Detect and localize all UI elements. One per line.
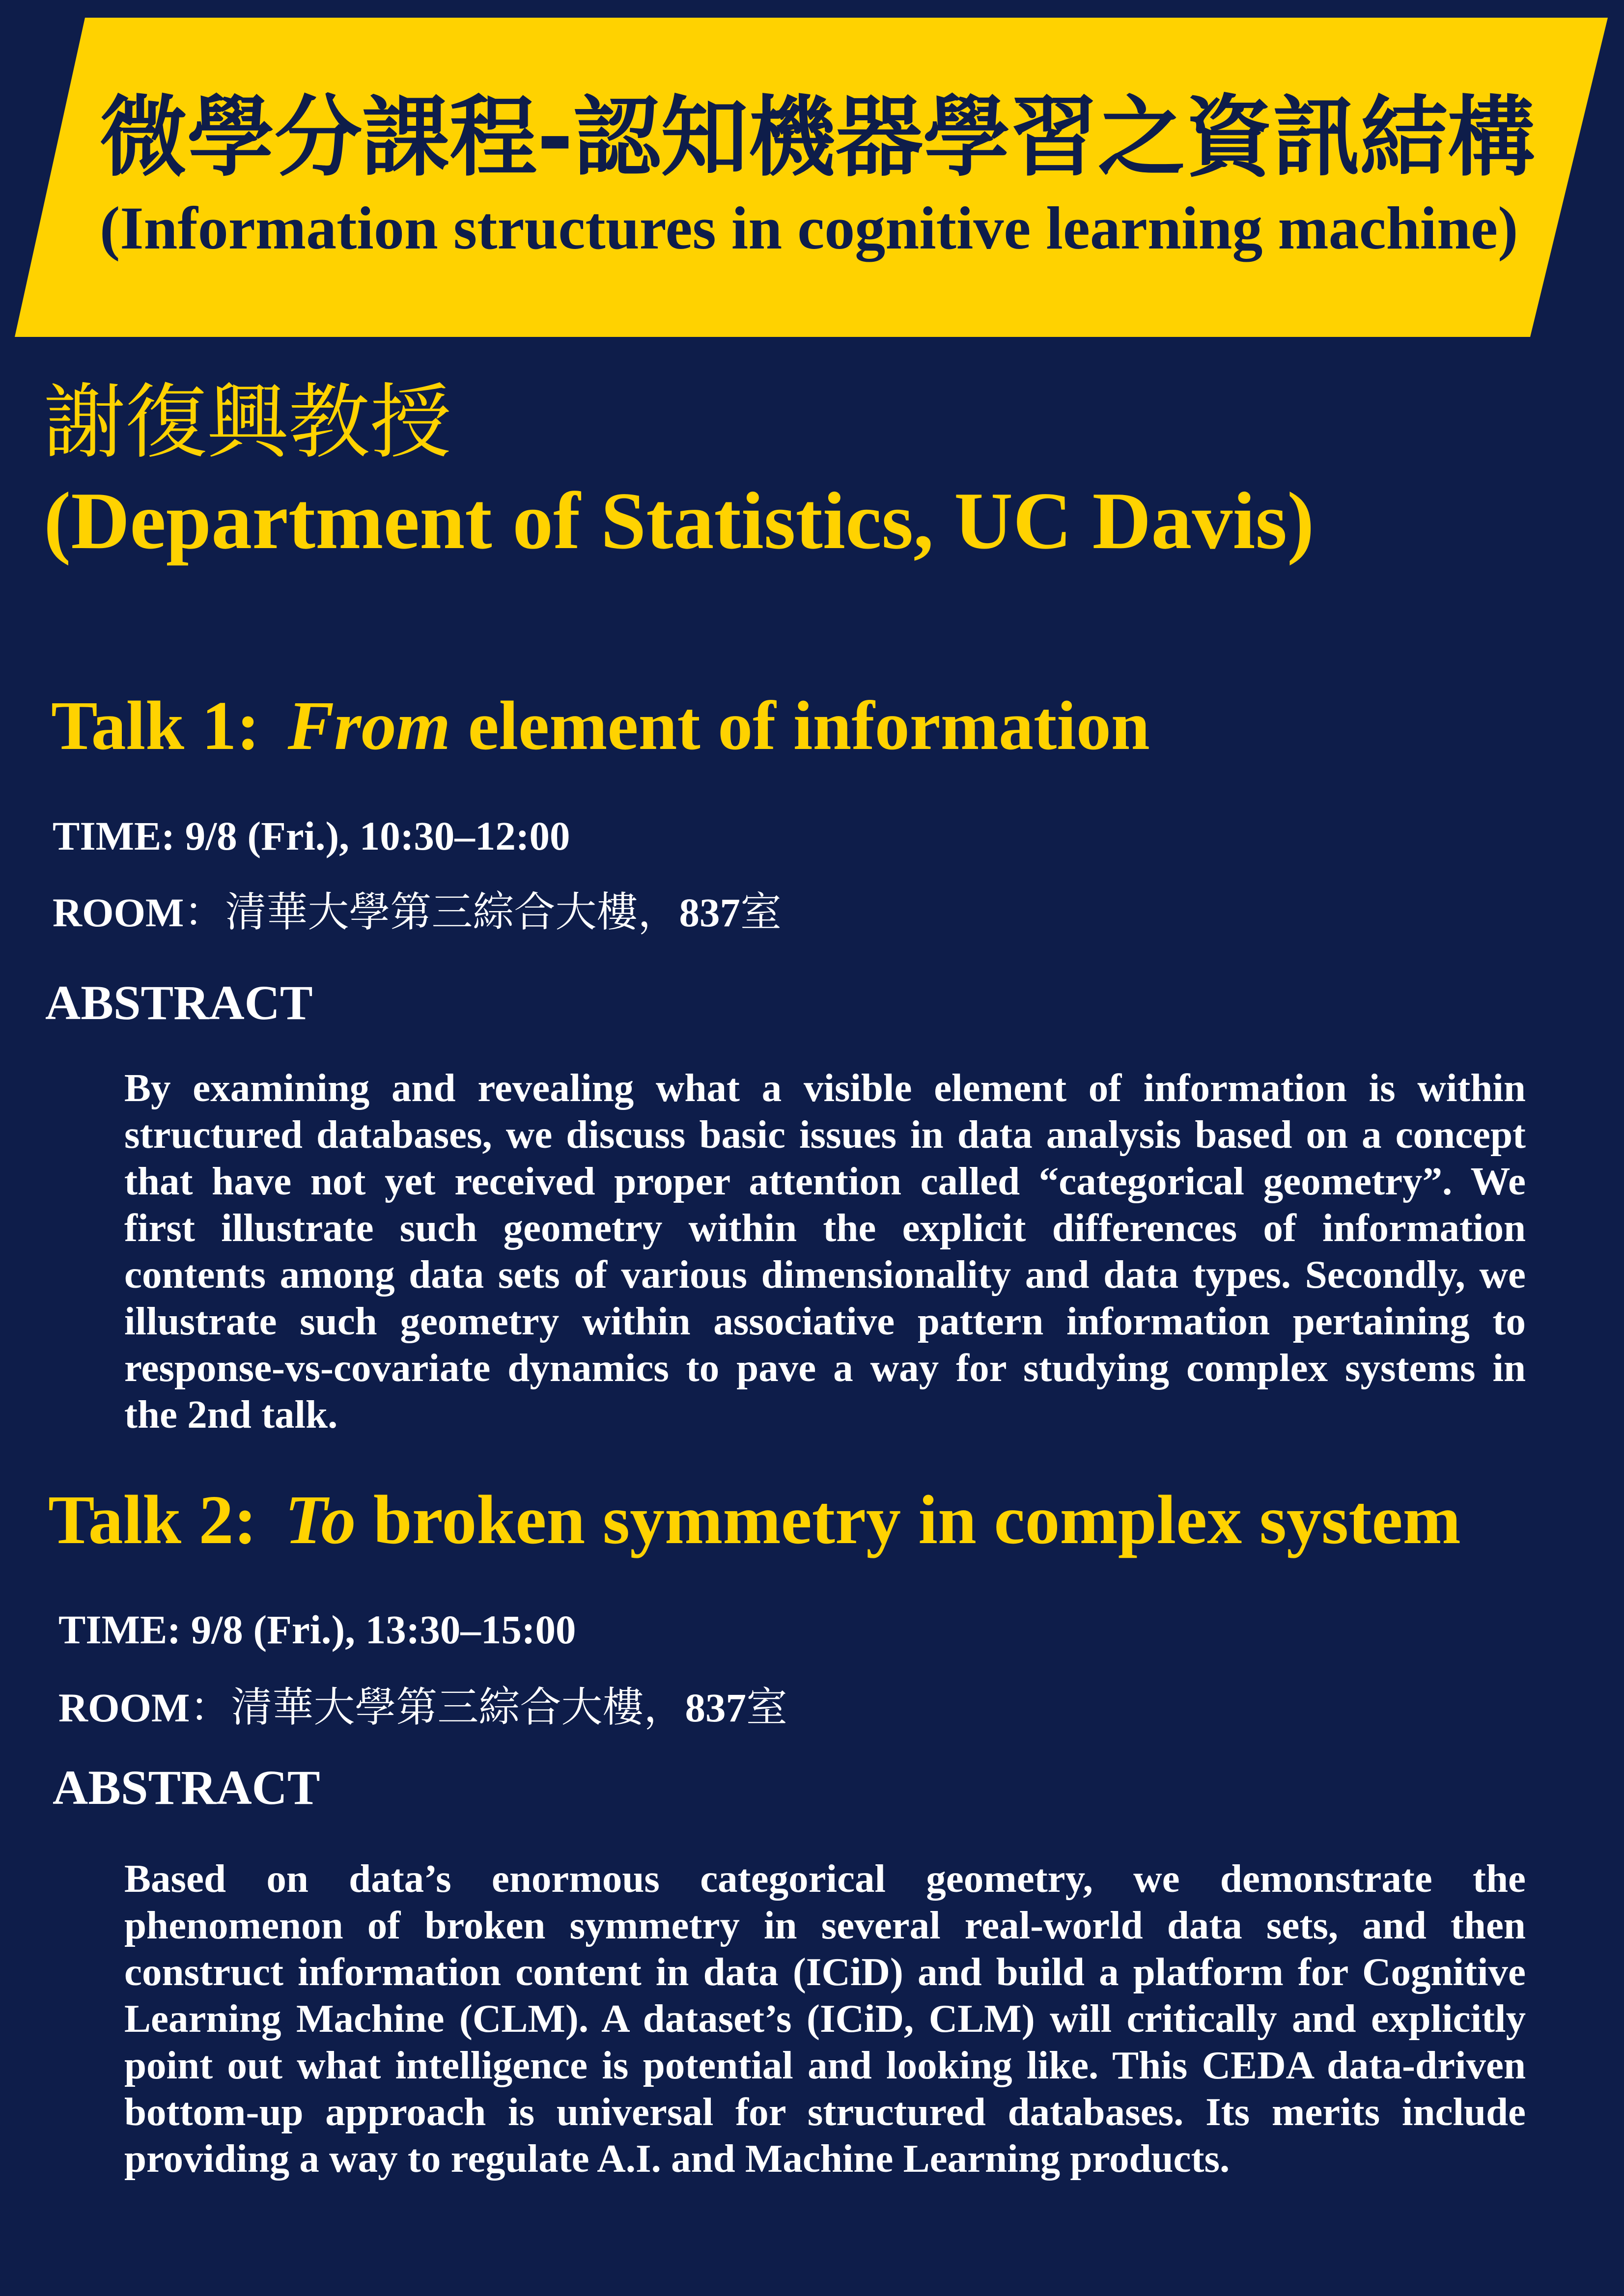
- talk-label: Talk 2:: [48, 1481, 257, 1558]
- talk-room: [53, 887, 782, 937]
- talk-title-rest: broken symmetry in complex system: [373, 1481, 1461, 1558]
- room-separator: ：: [184, 888, 225, 936]
- abstract-line: first illustrate such geometry within the explicit differences of information: [124, 1206, 1526, 1250]
- talk-heading: [48, 1478, 1461, 1561]
- abstract-line: illustrate such geometry within associative pattern information pertaining to: [124, 1299, 1526, 1343]
- room-building: 清華大學第三綜合大樓，: [225, 888, 679, 936]
- speaker-affiliation: (Department of Statistics, UC Davis): [44, 475, 1315, 566]
- course-title-zh: 微學分課程-認知機器學習之資訊結構: [100, 86, 1535, 188]
- room-building: 清華大學第三綜合大樓，: [231, 1683, 685, 1731]
- abstract-line: Learning Machine (CLM). A dataset’s (ICiD, CLM) will critically and explicitly: [124, 1996, 1526, 2041]
- room-suffix: 室: [746, 1683, 787, 1731]
- time-label: TIME:: [58, 1607, 181, 1652]
- room-number: 837: [685, 1685, 746, 1730]
- room-suffix: 室: [740, 888, 782, 936]
- abstract-line: that have not yet received proper attention called “categorical geometry”. We: [124, 1159, 1526, 1203]
- abstract-heading: ABSTRACT: [53, 1760, 320, 1815]
- abstract-heading: ABSTRACT: [45, 975, 313, 1030]
- time-label: TIME:: [53, 813, 175, 858]
- speaker-name: 謝復興教授: [44, 375, 451, 470]
- abstract-line: Based on data’s enormous categorical geometry, we demonstrate the: [124, 1856, 1526, 1901]
- talk-time: [53, 811, 570, 860]
- room-number: 837: [679, 890, 740, 935]
- abstract-body: [124, 1855, 1526, 2182]
- abstract-line: response-vs-covariate dynamics to pave a way for studying complex systems in: [124, 1346, 1526, 1390]
- abstract-line: construct information content in data (ICiD) and build a platform for Cognitive: [124, 1950, 1526, 1994]
- room-label: ROOM: [58, 1685, 190, 1730]
- abstract-line: contents among data sets of various dimensionality and data types. Secondly, we: [124, 1252, 1526, 1297]
- talk-title-emphasis: From: [287, 687, 451, 764]
- time-value: 9/8 (Fri.), 10:30–12:00: [185, 813, 570, 858]
- talk-label: Talk 1:: [51, 687, 260, 764]
- talk-title-emphasis: To: [284, 1481, 356, 1558]
- abstract-line: the 2nd talk.: [124, 1392, 338, 1437]
- abstract-body: [124, 1065, 1526, 1438]
- abstract-line: By examining and revealing what a visible element of information is within: [124, 1066, 1526, 1110]
- abstract-line: providing a way to regulate A.I. and Machine Learning products.: [124, 2136, 1230, 2181]
- talk-heading: [51, 684, 1150, 767]
- talk-title-rest: element of information: [468, 687, 1150, 764]
- time-value: 9/8 (Fri.), 13:30–15:00: [191, 1607, 576, 1652]
- room-separator: ：: [190, 1683, 231, 1731]
- abstract-line: phenomenon of broken symmetry in several real-world data sets, and then: [124, 1903, 1526, 1947]
- talk-room: [58, 1683, 787, 1732]
- abstract-line: structured databases, we discuss basic issues in data analysis based on a concept: [124, 1112, 1526, 1157]
- abstract-line: bottom-up approach is universal for structured databases. Its merits include: [124, 2090, 1526, 2134]
- course-title-en: (Information structures in cognitive learning machine): [100, 194, 1518, 262]
- talk-time: [58, 1605, 576, 1654]
- abstract-line: point out what intelligence is potential and looking like. This CEDA data-driven: [124, 2043, 1526, 2087]
- room-label: ROOM: [53, 890, 184, 935]
